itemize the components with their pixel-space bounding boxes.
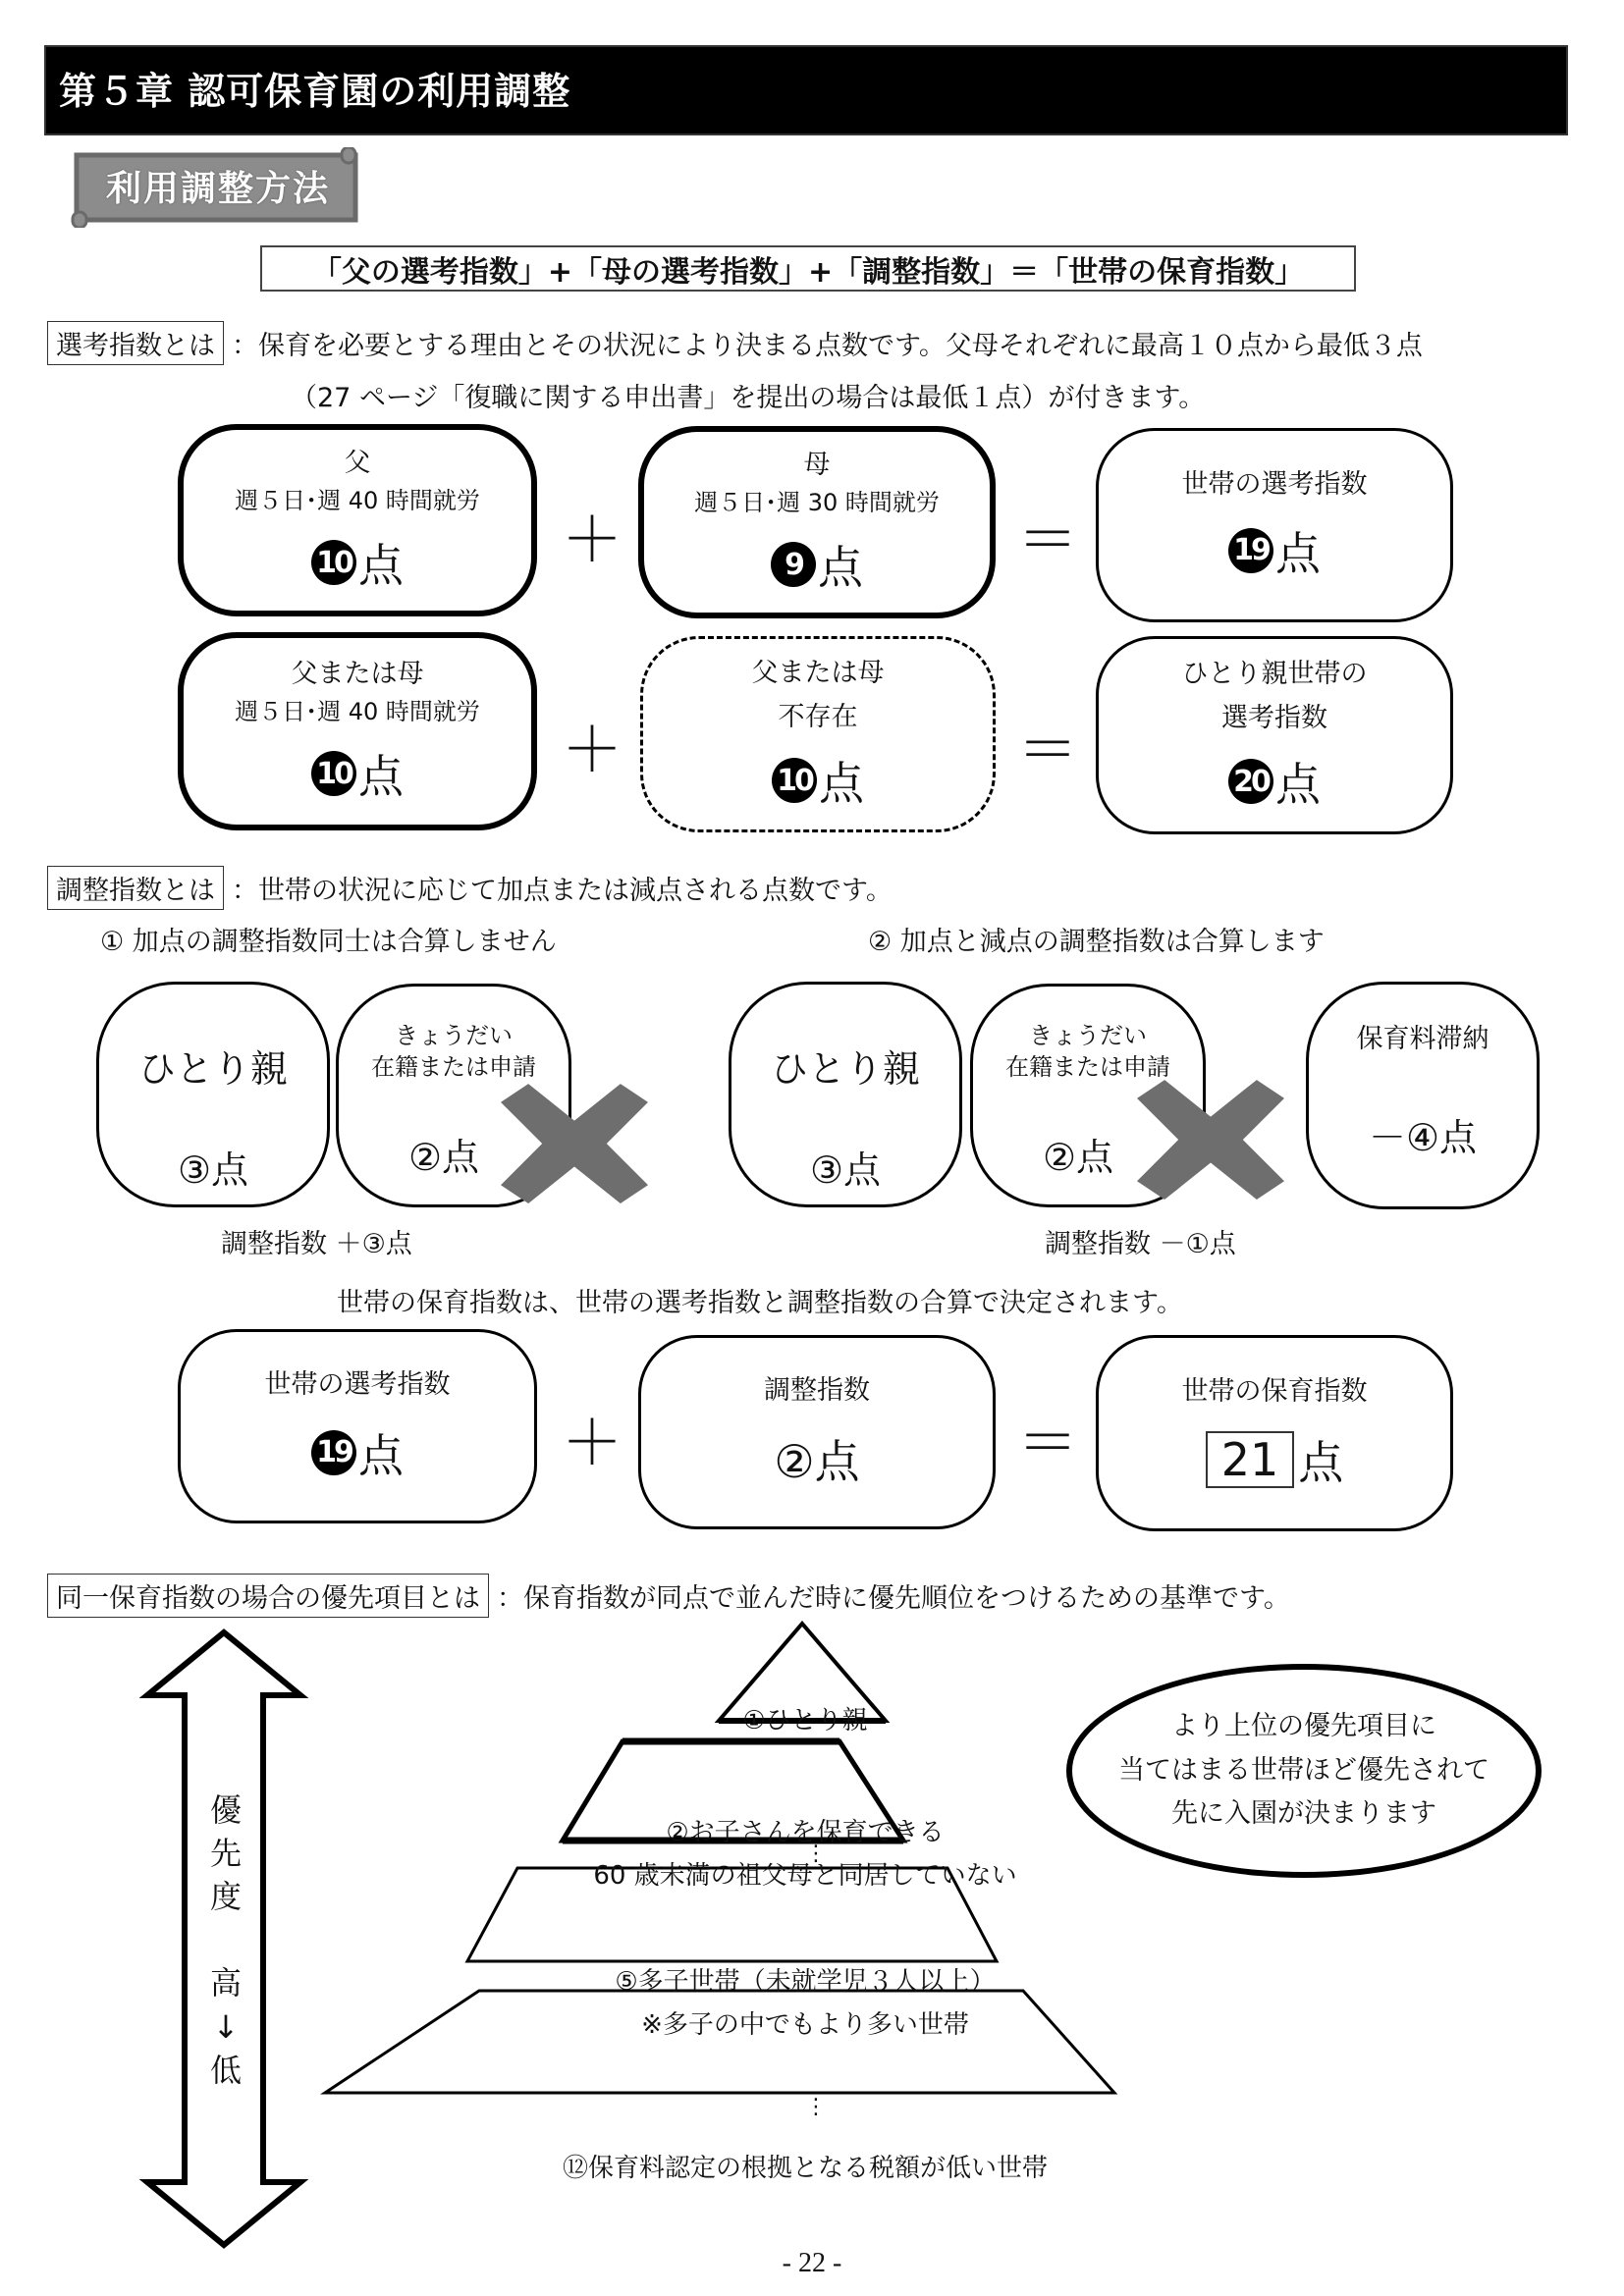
points-suffix: 点 [358,1428,404,1482]
tier-line: ※多子の中でもより多い世帯 [641,2010,969,2041]
box-points: ②点 [407,1135,480,1179]
total-points-value: 21 [1206,1431,1295,1488]
equals-sign: ＝ [1017,1407,1079,1478]
box-title: ひとり親 [770,1047,920,1091]
box-title: 父または母 [291,658,424,689]
black-circle-number: 10 [311,751,356,796]
arrow-char: 優 [209,1791,242,1829]
equals-sign: ＝ [1017,504,1079,575]
summary-selection-index-box [178,1329,537,1523]
box-detail: 週５日･週 30 時間就労 [694,488,940,516]
points-suffix: 点 [358,539,404,593]
selection-index-note: （27 ページ「復職に関する申出書」を提出の場合は最低１点）が付きます。 [291,383,1206,413]
section-title: 利用調整方法 [106,169,331,209]
box-points: －④点 [1368,1116,1478,1160]
tier-line: ②お子さんを保育できる [666,1818,945,1847]
priority-arrow-label [201,1789,250,2092]
points-suffix: 点 [1298,1435,1344,1489]
arrow-char: 度 [209,1878,242,1916]
plus-sign: ＋ [562,504,623,575]
chapter-title: 第５章 認可保育園の利用調整 [59,70,571,113]
box-points [772,748,864,813]
household-selection-index-box [1096,428,1453,622]
black-circle-number: 10 [772,758,817,803]
absent-parent-box [640,636,996,832]
arrow-char: 先 [209,1835,242,1873]
arrow-spacer [201,1918,250,1961]
box-title: きょうだい [1029,1022,1147,1049]
box-points [1228,518,1321,583]
box-title-line2: 選考指数 [1221,703,1327,733]
box-title: 母 [803,449,831,480]
summary-adjustment-index-box [638,1335,996,1529]
box-title: 調整指数 [764,1375,870,1407]
points-suffix: 点 [1275,758,1321,812]
tier-line: ①ひとり親 [742,1706,868,1735]
box-points [311,741,404,806]
tier-line: ⑤多子世帯（未就学児３人以上） [615,1967,996,1997]
note-line: 先に入園が決まります [1171,1798,1436,1830]
tier-line: ⑫保育料認定の根拠となる税額が低い世帯 [562,2154,1048,2183]
adjustment-index-definition [47,866,893,910]
black-circle-number: 10 [311,540,356,585]
points-suffix: 点 [818,541,863,595]
formula-text: 「父の選考指数」+「母の選考指数」+「調整指数」＝「世帯の保育指数」 [311,254,1305,290]
cross-shape [501,1084,648,1203]
case1-heading: ① 加点の調整指数同士は合算しません [100,927,557,957]
box-points: ②点 [1042,1135,1114,1179]
arrow-char: ↓ [212,2007,240,2046]
box-points [311,1420,404,1485]
points-suffix: 点 [358,750,404,804]
page-number: - 22 - [782,2248,842,2278]
black-circle-number: 9 [771,542,816,587]
single-parent-adjustment-box-2 [729,982,962,1207]
single-parent-selection-index-box [1096,636,1453,834]
box-points [311,530,404,595]
pyramid-tier-4-text [452,2147,1159,2190]
unpaid-fee-adjustment-box [1306,982,1540,1209]
black-circle-number: 19 [311,1430,356,1475]
cross-out-icon [1137,1066,1284,1213]
box-title: 世帯の保育指数 [1181,1376,1368,1408]
selection-index-definition [47,321,1423,365]
mother-score-box [638,426,996,618]
box-title: 世帯の選考指数 [264,1369,451,1401]
equals-sign: ＝ [1017,714,1079,785]
box-title-line2: 在籍または申請 [371,1053,536,1082]
father-score-box [178,424,537,616]
selection-index-label: 選考指数とは [47,321,224,365]
black-circle-number: 19 [1228,528,1273,573]
plus-sign: ＋ [562,714,623,785]
pyramid-tier-1-text [648,1699,962,1742]
box-title: 世帯の選考指数 [1181,469,1368,501]
box-title: 保育料滞納 [1356,1024,1489,1054]
box-detail: 不存在 [778,702,858,732]
points-suffix: 点 [819,757,864,811]
pyramid-tier-3-text [550,1960,1060,2047]
box-title: 父または母 [751,657,885,688]
box-title-line2: 在籍または申請 [1005,1053,1170,1082]
points-suffix: 点 [1275,526,1321,580]
priority-definition [47,1574,1290,1618]
box-points [1228,749,1321,814]
single-parent-adjustment-box [96,982,330,1207]
formula-box [260,245,1356,292]
box-title: きょうだい [395,1022,513,1049]
box-detail: 週５日･週 40 時間就労 [235,486,480,514]
plus-sign: ＋ [562,1407,623,1478]
adjustment-index-description: ：世帯の状況に応じて加点または減点される点数です。 [232,876,893,906]
arrow-char: 低 [209,2051,242,2089]
box-title: ひとり親 [137,1047,288,1091]
box-title: 父 [344,447,371,478]
summary-sentence: 世帯の保育指数は、世帯の選考指数と調整指数の合算で決定されます。 [337,1288,1183,1318]
box-title: ひとり親世帯の [1181,658,1368,689]
cross-out-icon [501,1070,648,1217]
arrow-char: 高 [209,1964,242,2002]
box-points: ②点 [774,1434,860,1488]
box-detail: 週５日･週 40 時間就労 [235,697,480,725]
box-points: ③点 [809,1148,882,1192]
priority-description: ：保育指数が同点で並んだ時に優先順位をつけるための基準です。 [497,1583,1290,1614]
priority-label: 同一保育指数の場合の優先項目とは [47,1574,489,1618]
box-points [771,532,863,597]
cross-shape [1137,1080,1284,1200]
note-line: より上位の優先項目に [1171,1711,1436,1742]
box-points: ③点 [177,1148,249,1192]
note-line: 当てはまる世帯ほど優先されて [1118,1754,1489,1786]
parent-score-box [178,632,537,830]
priority-note-ellipse [1066,1664,1542,1878]
case1-result: 調整指数 ＋③点 [221,1229,412,1259]
case2-result: 調整指数 －①点 [1045,1229,1236,1259]
case2-heading: ② 加点と減点の調整指数は合算します [868,927,1325,957]
household-childcare-index-box [1096,1335,1453,1531]
tier-line: 60 歳未満の祖父母と同居していない [593,1861,1017,1892]
black-circle-number: 20 [1228,759,1273,804]
box-points [1206,1427,1344,1492]
selection-index-description: ：保育を必要とする理由とその状況により決まる点数です。父母それぞれに最高１０点から最低３点 [232,331,1423,361]
adjustment-index-label: 調整指数とは [47,866,224,910]
